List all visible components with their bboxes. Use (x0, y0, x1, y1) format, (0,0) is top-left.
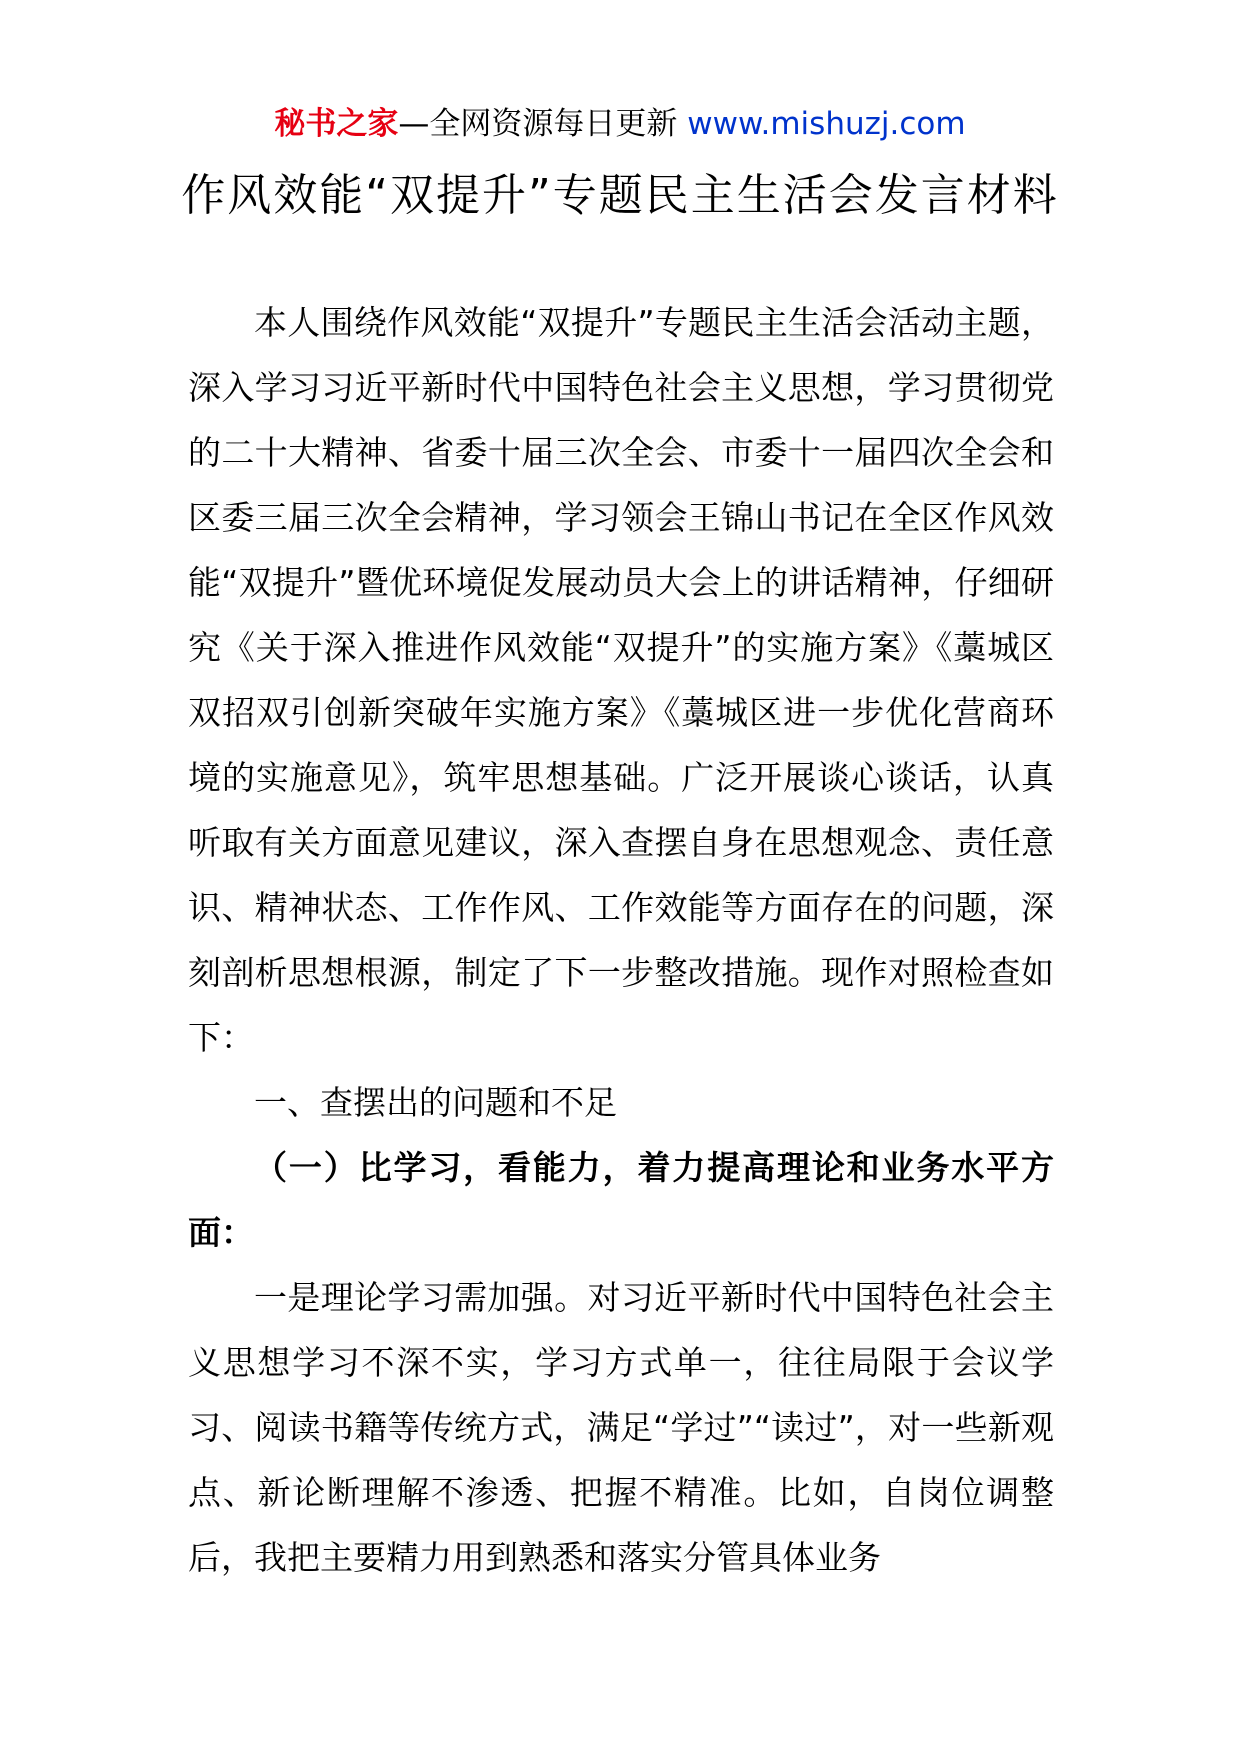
body-paragraph: 一是理论学习需加强。对习近平新时代中国特色社会主义思想学习不深不实，学习方式单一，往往局限于会议学习、阅读书籍等传统方式，满足“学过”“读过”，对一些新观点、新论断理解不渗透、把握不精准。比如，自岗位调整后，我把主要精力用到熟悉和落实分管具体业务 (188, 1278, 1054, 1577)
intro-paragraph: 本人围绕作风效能“双提升”专题民主生活会活动主题，深入学习习近平新时代中国特色社会主义思想，学习贯彻党的二十大精神、省委十届三次全会、市委十一届四次全会和区委三届三次全会精神，学习领会王锦山书记在全区作风效能“双提升”暨优环境促发展动员大会上的讲话精神，仔细研究《关于深入推进作风效能“双提升”的实施方案》《藁城区双招双引创新突破年实施方案》《藁城区进一步优化营商环境的实施意见》，筑牢思想基础。广泛开展谈心谈话，认真听取有关方面意见建议，深入查摆自身在思想观念、责任意识、精神状态、工作作风、工作效能等方面存在的问题，深刻剖析思想根源，制定了下一步整改措施。现作对照检查如下： (188, 303, 1054, 1057)
site-brand: 秘书之家 (274, 106, 399, 142)
section-heading: 一、查摆出的问题和不足 (254, 1083, 617, 1122)
site-url-link[interactable]: www.mishuzj.com (687, 106, 966, 142)
document-body (188, 290, 1054, 1590)
document-title: 作风效能“双提升”专题民主生活会发言材料 (181, 170, 1059, 221)
subsection-heading: （一）比学习，看能力，着力提高理论和业务水平方面： (188, 1148, 1054, 1252)
site-header (0, 102, 1240, 146)
site-tagline: —全网资源每日更新 (398, 106, 688, 142)
